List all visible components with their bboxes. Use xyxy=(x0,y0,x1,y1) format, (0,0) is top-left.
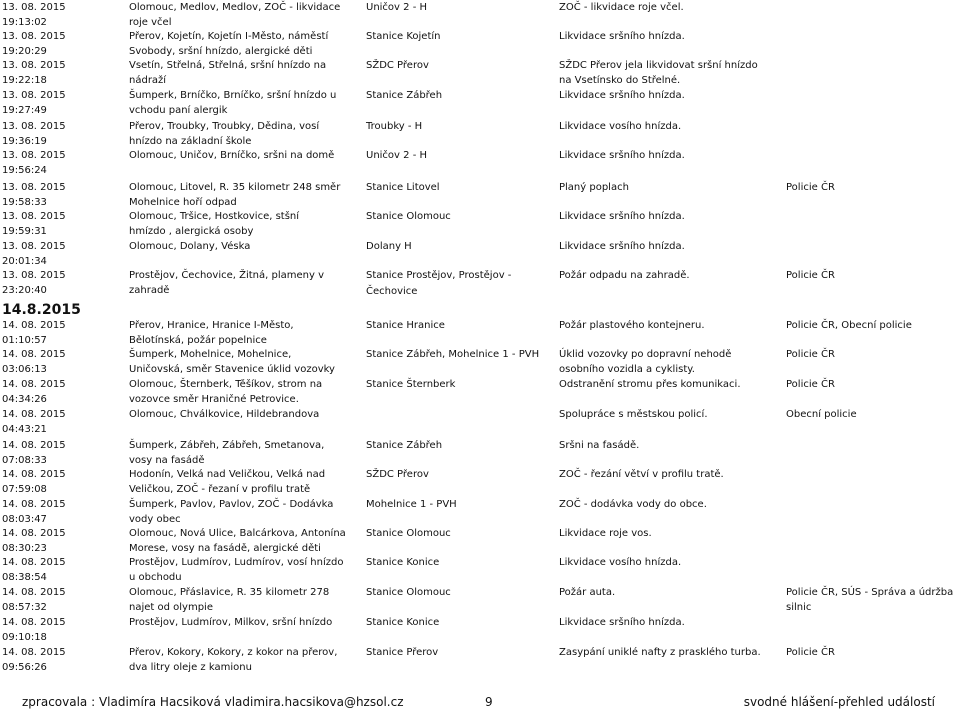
record-unit: Stanice Přerov xyxy=(366,647,439,658)
record-location: u obchodu xyxy=(129,572,182,583)
record-date: 14. 08. 2015 xyxy=(2,617,66,628)
record-location: Přerov, Kojetín, Kojetín I-Město, náměstí xyxy=(129,31,329,42)
record-outcome: Likvidace sršního hnízda. xyxy=(559,31,685,42)
record-date: 14. 08. 2015 xyxy=(2,557,66,568)
record-location: nádraží xyxy=(129,75,167,86)
record-time: 07:59:08 xyxy=(2,484,47,495)
record-outcome: Požár odpadu na zahradě. xyxy=(559,270,690,281)
record-time: 08:03:47 xyxy=(2,514,47,525)
record-unit: SŽDC Přerov xyxy=(366,469,429,480)
record-time: 19:56:24 xyxy=(2,165,47,176)
record-date: 13. 08. 2015 xyxy=(2,31,66,42)
record-cooperating-units: Obecní policie xyxy=(786,409,857,420)
record-outcome: Likvidace sršního hnízda. xyxy=(559,90,685,101)
record-unit: Dolany H xyxy=(366,241,412,252)
record-time: 04:43:21 xyxy=(2,424,47,435)
record-unit: Stanice Olomouc xyxy=(366,211,451,222)
record-unit: Stanice Olomouc xyxy=(366,587,451,598)
record-unit: Stanice Litovel xyxy=(366,182,440,193)
record-location: Olomouc, Uničov, Brníčko, sršni na domě xyxy=(129,150,335,161)
record-location: hmízdo , alergická osoby xyxy=(129,226,254,237)
record-outcome: Likvidace sršního hnízda. xyxy=(559,617,685,628)
record-outcome: ZOČ - likvidace roje včel. xyxy=(559,2,684,13)
record-unit: Stanice Hranice xyxy=(366,320,445,331)
record-unit: Troubky - H xyxy=(366,121,423,132)
record-date: 14. 08. 2015 xyxy=(2,440,66,451)
record-cooperating-units: silnic xyxy=(786,602,812,613)
record-date: 14. 08. 2015 xyxy=(2,587,66,598)
record-outcome: Požár plastového kontejneru. xyxy=(559,320,705,331)
record-unit: Uničov 2 - H xyxy=(366,150,427,161)
record-time: 03:06:13 xyxy=(2,364,47,375)
record-location: dva litry oleje z kamionu xyxy=(129,662,252,673)
record-cooperating-units: Policie ČR, Obecní policie xyxy=(786,320,912,331)
record-outcome: Zasypání uniklé nafty z prasklého turba. xyxy=(559,647,761,658)
record-date: 14. 08. 2015 xyxy=(2,528,66,539)
record-time: 19:59:31 xyxy=(2,226,47,237)
record-outcome: ZOČ - řezání větví v profilu tratě. xyxy=(559,469,724,480)
record-location: Přerov, Troubky, Troubky, Dědina, vosí xyxy=(129,121,320,132)
record-date: 14. 08. 2015 xyxy=(2,499,66,510)
record-location: vozovce směr Hraničné Petrovice. xyxy=(129,394,299,405)
record-time: 08:30:23 xyxy=(2,543,47,554)
record-outcome: Likvidace vosího hnízda. xyxy=(559,557,682,568)
record-time: 19:22:18 xyxy=(2,75,47,86)
record-time: 07:08:33 xyxy=(2,455,47,466)
record-date: 14. 08. 2015 xyxy=(2,469,66,480)
record-location: Šumperk, Brníčko, Brníčko, sršní hnízdo u xyxy=(129,90,337,101)
record-time: 23:20:40 xyxy=(2,285,47,296)
record-unit: Stanice Zábřeh xyxy=(366,440,443,451)
record-date: 13. 08. 2015 xyxy=(2,150,66,161)
record-location: zahradě xyxy=(129,285,170,296)
record-location: Veličkou, ZOČ - řezaní v profilu tratě xyxy=(129,484,311,495)
record-location: Olomouc, Přáslavice, R. 35 kilometr 278 xyxy=(129,587,330,598)
record-date: 13. 08. 2015 xyxy=(2,241,66,252)
record-unit: Uničov 2 - H xyxy=(366,2,427,13)
record-location: Olomouc, Chválkovice, Hildebrandova xyxy=(129,409,320,420)
record-location: vchodu paní alergik xyxy=(129,105,228,116)
record-location: Morese, vosy na fasádě, alergické děti xyxy=(129,543,321,554)
record-time: 19:20:29 xyxy=(2,46,47,57)
record-location: vosy na fasádě xyxy=(129,455,205,466)
record-location: Šumperk, Pavlov, Pavlov, ZOČ - Dodávka xyxy=(129,499,334,510)
record-location: Olomouc, Medlov, Medlov, ZOČ - likvidace xyxy=(129,2,341,13)
record-outcome: Planý poplach xyxy=(559,182,629,193)
record-outcome: Likvidace vosího hnízda. xyxy=(559,121,682,132)
record-location: Olomouc, Nová Ulice, Balcárkova, Antonína xyxy=(129,528,346,539)
record-location: Olomouc, Šternberk, Těšíkov, strom na xyxy=(129,379,323,390)
record-location: Mohelnice hoří odpad xyxy=(129,197,237,208)
record-location: Svobody, sršní hnízdo, alergické děti xyxy=(129,46,313,57)
record-time: 09:10:18 xyxy=(2,632,47,643)
record-cooperating-units: Policie ČR, SÚS - Správa a údržba xyxy=(786,587,954,598)
record-location: Prostějov, Ludmírov, Milkov, sršní hnízdo xyxy=(129,617,333,628)
record-location: Hodonín, Velká nad Veličkou, Velká nad xyxy=(129,469,326,480)
record-time: 01:10:57 xyxy=(2,335,47,346)
record-date: 14. 08. 2015 xyxy=(2,409,66,420)
record-unit: Stanice Konice xyxy=(366,617,440,628)
record-outcome: Úklid vozovky po dopravní nehodě xyxy=(559,349,732,360)
record-location: roje včel xyxy=(129,17,172,28)
record-time: 19:13:02 xyxy=(2,17,47,28)
record-unit: Mohelnice 1 - PVH xyxy=(366,499,457,510)
record-outcome: Odstranění stromu přes komunikaci. xyxy=(559,379,741,390)
record-date: 13. 08. 2015 xyxy=(2,182,66,193)
record-outcome: Požár auta. xyxy=(559,587,616,598)
record-date: 14. 08. 2015 xyxy=(2,349,66,360)
record-cooperating-units: Policie ČR xyxy=(786,379,835,390)
record-location: Prostějov, Čechovice, Žitná, plameny v xyxy=(129,270,324,281)
record-time: 08:57:32 xyxy=(2,602,47,613)
record-location: Olomouc, Litovel, R. 35 kilometr 248 směr xyxy=(129,182,341,193)
record-unit: Stanice Kojetín xyxy=(366,31,441,42)
record-location: Uničovská, směr Stavenice úklid vozovky xyxy=(129,364,335,375)
record-time: 19:58:33 xyxy=(2,197,47,208)
record-cooperating-units: Policie ČR xyxy=(786,647,835,658)
record-time: 08:38:54 xyxy=(2,572,47,583)
record-outcome: SŽDC Přerov jela likvidovat sršní hnízdo xyxy=(559,60,758,71)
record-unit: Stanice Prostějov, Prostějov - xyxy=(366,270,512,281)
record-unit: Stanice Šternberk xyxy=(366,379,456,390)
record-outcome: na Vsetínsko do Střelné. xyxy=(559,75,681,86)
record-cooperating-units: Policie ČR xyxy=(786,270,835,281)
record-location: Šumperk, Zábřeh, Zábřeh, Smetanova, xyxy=(129,440,325,451)
record-cooperating-units: Policie ČR xyxy=(786,349,835,360)
record-date: 14. 08. 2015 xyxy=(2,647,66,658)
record-time: 19:27:49 xyxy=(2,105,47,116)
record-outcome: Spolupráce s městskou policí. xyxy=(559,409,708,420)
record-outcome: Likvidace sršního hnízda. xyxy=(559,241,685,252)
record-unit: Stanice Konice xyxy=(366,557,440,568)
record-date: 13. 08. 2015 xyxy=(2,2,66,13)
record-location: Přerov, Kokory, Kokory, z kokor na přerov, xyxy=(129,647,338,658)
record-outcome: Likvidace roje vos. xyxy=(559,528,652,539)
record-location: Olomouc, Tršice, Hostkovice, stšní xyxy=(129,211,300,222)
record-location: Bělotínská, požár popelnice xyxy=(129,335,267,346)
record-time: 09:56:26 xyxy=(2,662,47,673)
record-location: Prostějov, Ludmírov, Ludmírov, vosí hnízdo xyxy=(129,557,344,568)
record-outcome: ZOČ - dodávka vody do obce. xyxy=(559,499,707,510)
record-location: Přerov, Hranice, Hranice I-Město, xyxy=(129,320,294,331)
page-number: 9 xyxy=(485,695,493,709)
record-unit: Čechovice xyxy=(366,286,418,297)
date-section-heading: 14.8.2015 xyxy=(2,302,81,318)
footer-author: zpracovala : Vladimíra Hacsiková vladimira.hacsikova@hzsol.cz xyxy=(22,695,404,709)
record-date: 13. 08. 2015 xyxy=(2,211,66,222)
record-location: vody obec xyxy=(129,514,181,525)
record-unit: SŽDC Přerov xyxy=(366,60,429,71)
record-outcome: Likvidace sršního hnízda. xyxy=(559,150,685,161)
record-location: hnízdo na základní škole xyxy=(129,136,252,147)
record-date: 13. 08. 2015 xyxy=(2,60,66,71)
record-time: 19:36:19 xyxy=(2,136,47,147)
record-date: 13. 08. 2015 xyxy=(2,90,66,101)
record-unit: Stanice Olomouc xyxy=(366,528,451,539)
record-location: najet od olympie xyxy=(129,602,213,613)
record-date: 14. 08. 2015 xyxy=(2,320,66,331)
record-outcome: osobního vozidla a cyklisty. xyxy=(559,364,695,375)
record-date: 13. 08. 2015 xyxy=(2,270,66,281)
record-cooperating-units: Policie ČR xyxy=(786,182,835,193)
footer-document-title: svodné hlášení-přehled událostí xyxy=(743,695,935,709)
record-unit: Stanice Zábřeh, Mohelnice 1 - PVH xyxy=(366,349,540,360)
record-outcome: Sršni na fasádě. xyxy=(559,440,640,451)
record-unit: Stanice Zábřeh xyxy=(366,90,443,101)
record-outcome: Likvidace sršního hnízda. xyxy=(559,211,685,222)
record-location: Šumperk, Mohelnice, Mohelnice, xyxy=(129,349,292,360)
record-time: 04:34:26 xyxy=(2,394,47,405)
record-location: Olomouc, Dolany, Véska xyxy=(129,241,251,252)
record-date: 14. 08. 2015 xyxy=(2,379,66,390)
record-date: 13. 08. 2015 xyxy=(2,121,66,132)
record-location: Vsetín, Střelná, Střelná, sršní hnízdo na xyxy=(129,60,327,71)
record-time: 20:01:34 xyxy=(2,256,47,267)
